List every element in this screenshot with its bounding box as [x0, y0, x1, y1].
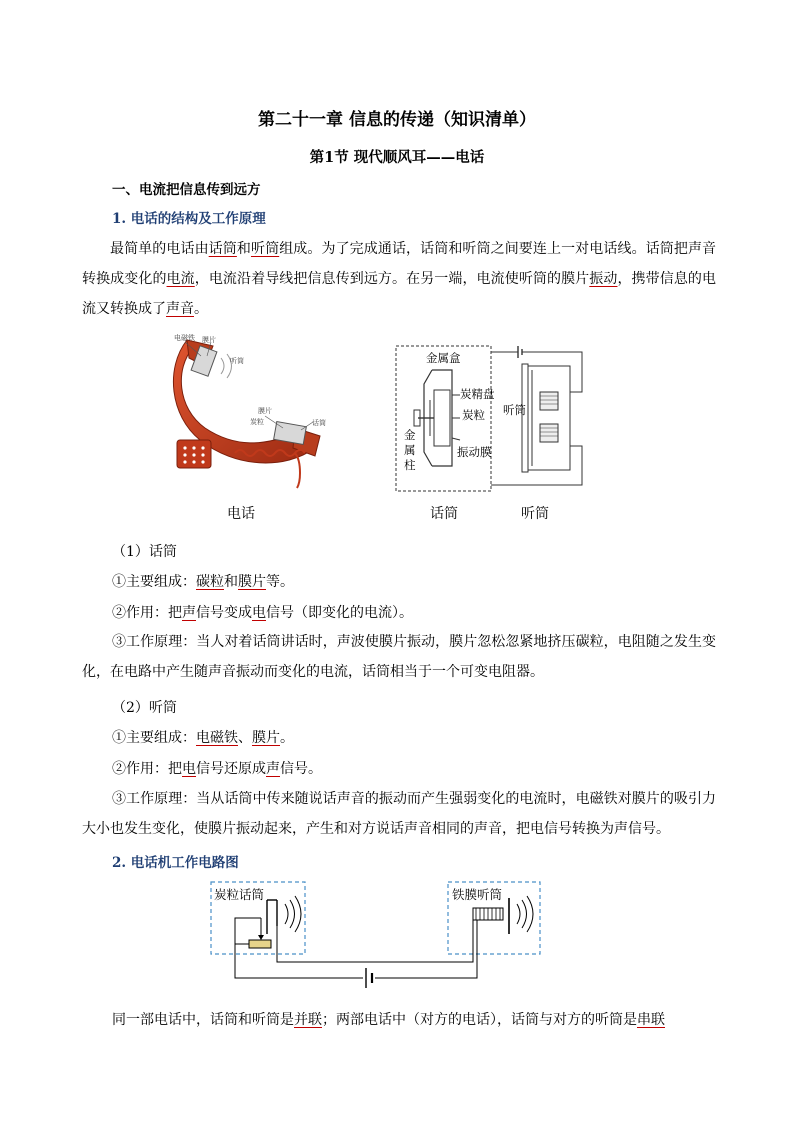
keyword-sound: 声音 — [166, 301, 194, 317]
caption-microphone: 话筒 — [430, 506, 458, 522]
heading-circuit: 2. 电话机工作电路图 — [112, 855, 239, 871]
label-carbon-mic: 炭粒话筒 — [214, 887, 265, 902]
caption-receiver: 听筒 — [521, 506, 549, 522]
receiver-heading: （2）听筒 — [112, 700, 177, 716]
keyword-receiver: 听筒 — [250, 241, 280, 257]
label-metal-post: 金属柱 — [404, 428, 416, 472]
heading-section-1: 一、电流把信息传到远方 — [112, 182, 261, 198]
mic-components: ①主要组成：碳粒和膜片等。 — [112, 574, 294, 590]
mic-principle: ③工作原理：当人对着话筒讲话时，声波使膜片振动，膜片忽松忽紧地挤压碳粒，电阻随之发生变化，在电路中产生随声音振动而变化的电流，话筒相当于一个可变电阻器。 — [82, 634, 716, 680]
label-mic-small: 话筒 — [312, 419, 326, 427]
intro-paragraph: 最简单的电话由话筒和听筒组成。为了完成通话，话筒和听筒之间要连上一对电话线。话筒把声音转换成变化的电流，电流沿着导线把信息传到远方。在另一端，电流使听筒的膜片振动，携带信息的电流又转换成了声音。 — [82, 241, 717, 317]
keyword-mic: 话筒 — [208, 241, 237, 257]
label-vibrating-membrane: 振动膜 — [457, 445, 492, 459]
label-receiver-small: 听筒 — [230, 357, 244, 365]
keyword-vibrate: 振动 — [589, 271, 618, 287]
receiver-components: ①主要组成：电磁铁、膜片。 — [112, 730, 294, 746]
label-carbon-granules: 炭粒 — [462, 408, 485, 422]
caption-telephone: 电话 — [227, 506, 255, 522]
telephone-illustration — [165, 328, 340, 493]
label-metal-box: 金属盒 — [426, 351, 461, 365]
label-membrane-top: 膜片 — [202, 336, 216, 344]
section-subtitle: 第1节 现代顺风耳——电话 — [309, 149, 485, 166]
mic-receiver-diagram — [390, 340, 600, 500]
label-iron-receiver: 铁膜听筒 — [452, 887, 503, 902]
series-parallel-text: 同一部电话中，话筒和听筒是并联；两部电话中（对方的电话），话筒与对方的听筒是串联 — [112, 1012, 665, 1028]
mic-function: ②作用：把声信号变成电信号（即变化的电流）。 — [112, 605, 413, 621]
label-carbon-small: 炭粒 — [250, 418, 264, 426]
label-carbon-disc: 炭精盘 — [460, 387, 495, 401]
label-membrane-bottom: 膜片 — [258, 407, 272, 415]
receiver-principle: ③工作原理：当从话筒中传来随说话声音的振动而产生强弱变化的电流时，电磁铁对膜片的吸引力大小也发生变化，使膜片振动起来，产生和对方说话声音相同的声音，把电信号转换为声信号。 — [82, 791, 716, 837]
page-title: 第二十一章 信息的传递（知识清单） — [258, 110, 536, 130]
heading-structure: 1. 电话的结构及工作原理 — [112, 211, 266, 227]
receiver-function: ②作用：把电信号还原成声信号。 — [112, 761, 322, 777]
mic-heading: （1）话筒 — [112, 544, 177, 560]
keyword-current: 电流 — [166, 271, 195, 287]
label-receiver-diagram: 听筒 — [503, 403, 526, 417]
label-electromagnet: 电磁铁 — [174, 334, 195, 342]
